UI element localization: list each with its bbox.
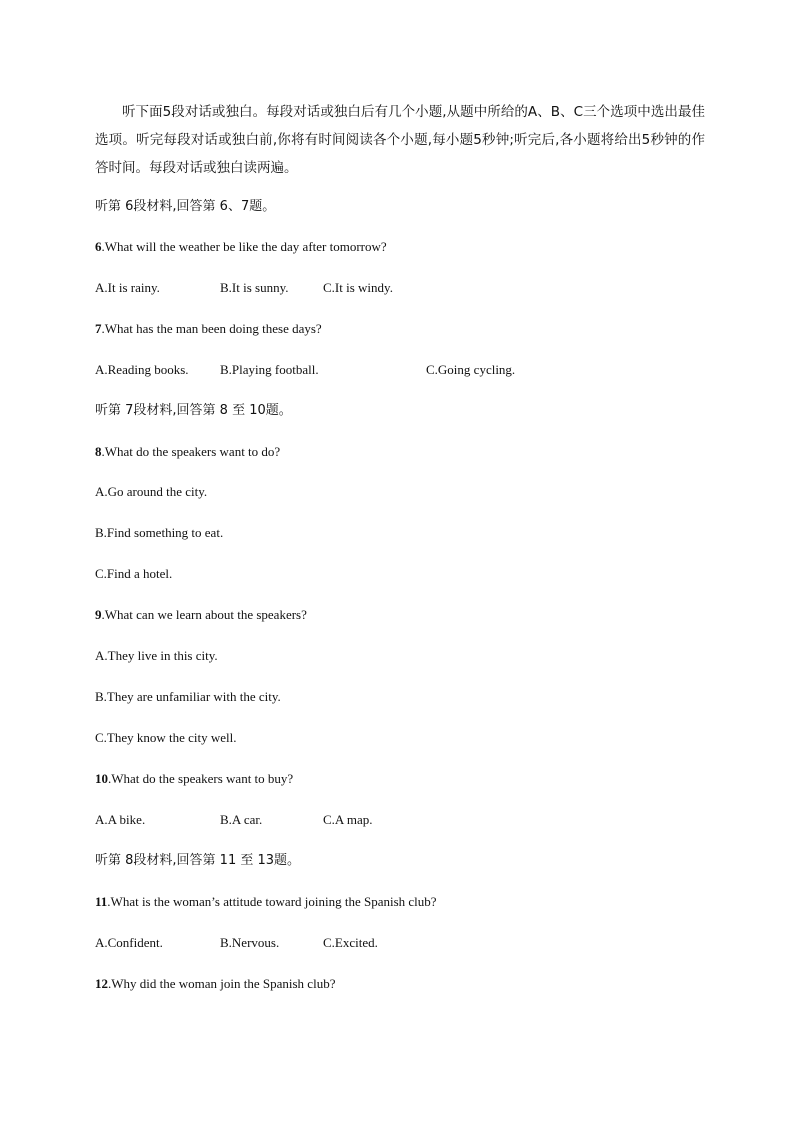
question-8 — [95, 443, 280, 461]
question-number: 10 — [95, 771, 108, 786]
question-text: .What has the man been doing these days? — [101, 321, 322, 336]
option-c: C.A map. — [323, 812, 373, 827]
question-7 — [95, 320, 322, 338]
question-11 — [95, 893, 437, 911]
option-b: B.They are unfamiliar with the city. — [95, 689, 281, 704]
option-a: A.It is rainy. — [95, 280, 160, 295]
section-heading-7: 听第 7段材料,回答第 8 至 10题。 — [95, 403, 292, 418]
question-text: .What do the speakers want to buy? — [108, 771, 294, 786]
option-c: C.It is windy. — [323, 280, 393, 295]
option-c: C.Excited. — [323, 935, 378, 950]
option-b: B.Playing football. — [220, 362, 319, 377]
instructions-paragraph: 听下面5段对话或独白。每段对话或独白后有几个小题,从题中所给的A、B、C三个选项中选出最佳选项。听完每段对话或独白前,你将有时间阅读各个小题,每小题5秒钟;听完后,各小题将给出5秒钟的作答时间。每段对话或独白读两遍。 — [95, 104, 705, 176]
question-number: 11 — [95, 894, 108, 909]
option-a: A.Go around the city. — [95, 484, 208, 499]
section-heading-6: 听第 6段材料,回答第 6、7题。 — [95, 199, 276, 214]
question-number: 12 — [95, 976, 108, 991]
option-a: A.They live in this city. — [95, 648, 218, 663]
section-heading-8: 听第 8段材料,回答第 11 至 13题。 — [95, 853, 301, 868]
question-number: 7 — [95, 321, 102, 336]
option-a: A.Reading books. — [95, 362, 189, 377]
option-c: C.They know the city well. — [95, 730, 237, 745]
option-a: A.A bike. — [95, 812, 146, 827]
option-b: B.Find something to eat. — [95, 525, 224, 540]
question-text: .What do the speakers want to do? — [101, 444, 281, 459]
question-10 — [95, 770, 293, 788]
option-c: C.Find a hotel. — [95, 566, 173, 581]
option-b: B.It is sunny. — [220, 280, 289, 295]
question-6 — [95, 238, 387, 256]
question-number: 6 — [95, 239, 102, 254]
question-text: .Why did the woman join the Spanish club? — [108, 976, 336, 991]
question-number: 9 — [95, 607, 102, 622]
option-b: B.A car. — [220, 812, 263, 827]
option-c: C.Going cycling. — [426, 362, 516, 377]
question-text: .What is the woman’s attitude toward joining the Spanish club? — [107, 894, 437, 909]
question-text: .What will the weather be like the day after tomorrow? — [101, 239, 387, 254]
question-9 — [95, 606, 307, 624]
question-number: 8 — [95, 444, 102, 459]
option-b: B.Nervous. — [220, 935, 280, 950]
question-12 — [95, 975, 335, 993]
question-text: .What can we learn about the speakers? — [101, 607, 307, 622]
option-a: A.Confident. — [95, 935, 163, 950]
